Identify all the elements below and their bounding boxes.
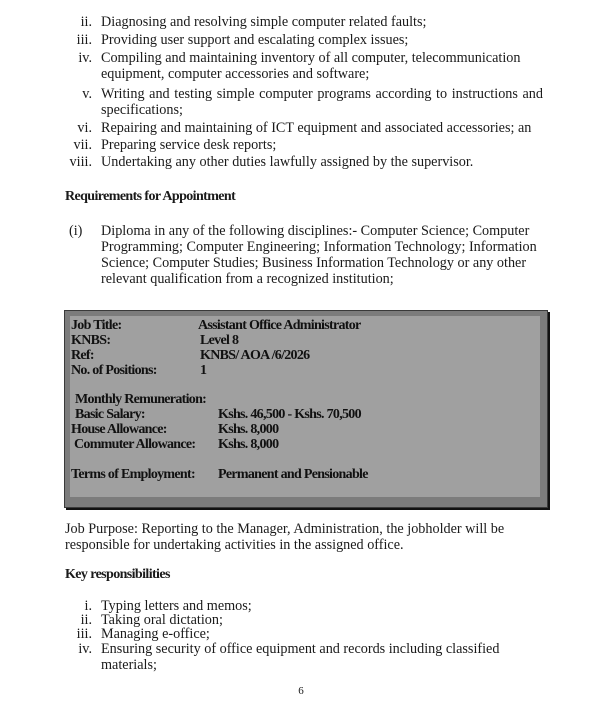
list-number: i. bbox=[84, 598, 92, 614]
page-number: 6 bbox=[298, 685, 304, 697]
terms-value: Permanent and Pensionable bbox=[218, 467, 368, 482]
ref-label: Ref: bbox=[71, 348, 94, 363]
list-number: iv. bbox=[78, 641, 92, 657]
list-number: viii. bbox=[69, 154, 92, 170]
house-allowance-value: Kshs. 8,000 bbox=[218, 422, 279, 437]
list-text: Ensuring security of office equipment and records including classified materials; bbox=[101, 641, 500, 673]
list-text: Taking oral dictation; bbox=[101, 612, 223, 628]
list-number: iii. bbox=[76, 626, 92, 642]
list-number: vii. bbox=[73, 137, 92, 153]
job-title-value: Assistant Office Administrator bbox=[198, 318, 361, 333]
requirements-heading: Requirements for Appointment bbox=[65, 189, 236, 204]
list-text: Repairing and maintaining of ICT equipment and associated accessories; an bbox=[101, 120, 532, 136]
key-responsibilities-heading: Key responsibilities bbox=[65, 567, 170, 582]
basic-salary-value: Kshs. 46,500 - Kshs. 70,500 bbox=[218, 407, 361, 422]
job-title-label: Job Title: bbox=[71, 318, 122, 333]
house-allowance-label: House Allowance: bbox=[71, 422, 167, 437]
list-text: Preparing service desk reports; bbox=[101, 137, 277, 153]
list-text: Writing and testing simple computer programs according to instructions and specifications; bbox=[101, 86, 543, 118]
list-number: ii. bbox=[80, 14, 92, 30]
positions-label: No. of Positions: bbox=[71, 363, 157, 378]
commuter-allowance-label: Commuter Allowance: bbox=[74, 437, 196, 452]
list-text: Typing letters and memos; bbox=[101, 598, 252, 614]
ref-value: KNBS/ AOA /6/2026 bbox=[200, 348, 310, 363]
basic-salary-label: Basic Salary: bbox=[75, 407, 145, 422]
terms-label: Terms of Employment: bbox=[71, 467, 195, 482]
positions-value: 1 bbox=[200, 363, 207, 378]
list-number: vi. bbox=[77, 120, 92, 136]
list-text: Undertaking any other duties lawfully assigned by the supervisor. bbox=[101, 154, 474, 170]
list-text: Compiling and maintaining inventory of all computer, telecommunication equipment, computer accessories and software; bbox=[101, 50, 521, 82]
list-text: Managing e-office; bbox=[101, 626, 210, 642]
list-number: (i) bbox=[69, 223, 83, 239]
job-purpose: Job Purpose: Reporting to the Manager, Administration, the jobholder will be responsible for undertaking activities in the assigned office. bbox=[65, 521, 505, 553]
job-details-box bbox=[64, 310, 548, 508]
list-text: Diagnosing and resolving simple computer related faults; bbox=[101, 14, 427, 30]
knbs-value: Level 8 bbox=[200, 333, 239, 348]
list-text: Providing user support and escalating complex issues; bbox=[101, 32, 409, 48]
job-details-panel bbox=[70, 316, 540, 497]
list-number: iii. bbox=[76, 32, 92, 48]
commuter-allowance-value: Kshs. 8,000 bbox=[218, 437, 279, 452]
remuneration-label: Monthly Remuneration: bbox=[75, 392, 207, 407]
list-number: v. bbox=[82, 86, 92, 102]
list-number: iv. bbox=[78, 50, 92, 66]
list-number: ii. bbox=[80, 612, 92, 628]
list-text: Diploma in any of the following disciplines:- Computer Science; Computer Programming; Computer Engineering; Information Technology; Information Science; Computer Studies; Business Information Technology or any other relevant qualification from a recognized institution; bbox=[101, 223, 537, 287]
knbs-label: KNBS: bbox=[71, 333, 111, 348]
